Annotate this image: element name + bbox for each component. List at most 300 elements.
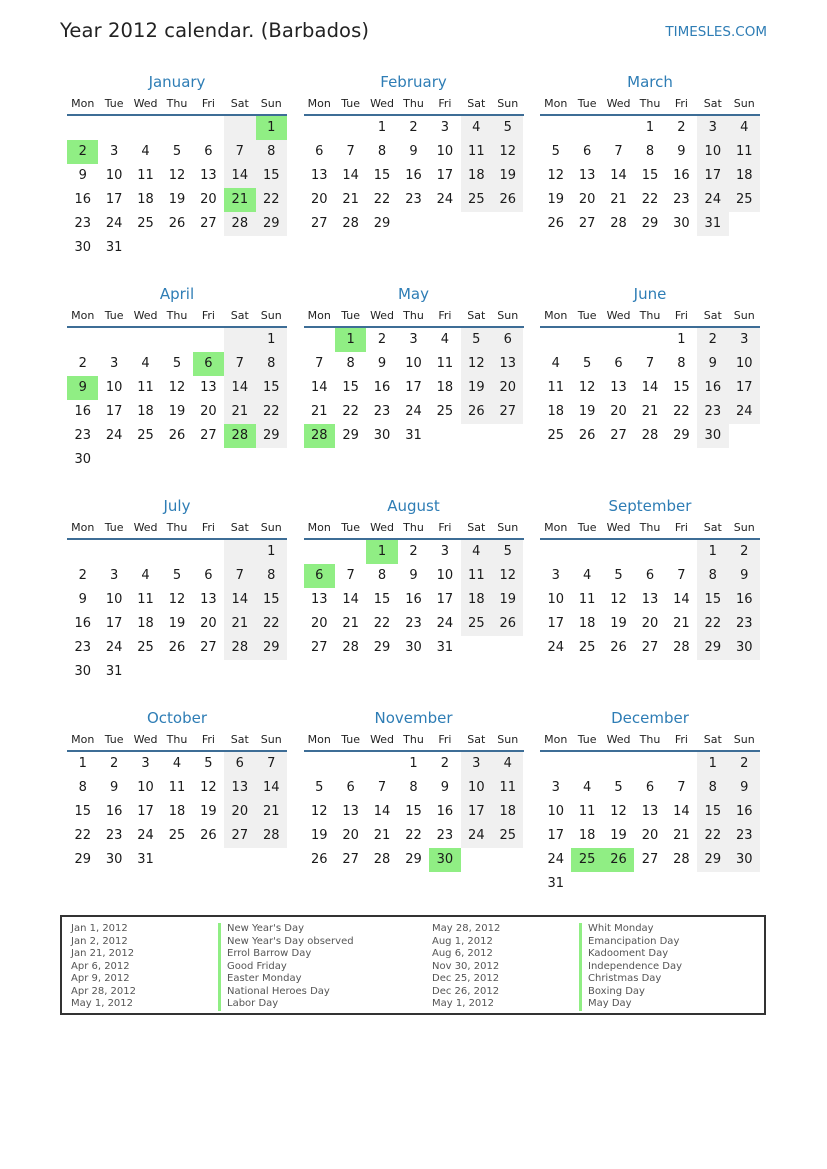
empty-day-cell — [461, 848, 492, 872]
day-grid — [540, 116, 760, 236]
empty-day-cell — [634, 540, 665, 564]
day-cell: 23 — [405, 192, 422, 207]
day-grid — [67, 752, 287, 872]
weekday-label: Mon — [544, 97, 568, 110]
day-cell: 30 — [697, 424, 728, 448]
day-cell: 30 — [74, 664, 91, 679]
month-february — [304, 70, 524, 250]
day-grid — [540, 328, 760, 448]
weekday-label: Mon — [544, 733, 568, 746]
empty-day-cell — [224, 116, 255, 140]
day-cell: 3 — [440, 544, 450, 559]
day-cell: 1 — [409, 756, 418, 771]
day-cell: 10 — [105, 592, 123, 607]
day-cell: 19 — [168, 404, 186, 419]
day-cell: 30 — [105, 852, 123, 867]
day-cell: 20 — [200, 616, 217, 631]
legend-holiday-name: Good Friday — [227, 960, 287, 972]
day-cell: 21 — [224, 400, 255, 424]
months-grid — [67, 70, 760, 891]
day-cell: 14 — [224, 588, 255, 612]
empty-day-cell — [161, 448, 192, 472]
day-cell: 7 — [346, 144, 355, 159]
day-cell: 9 — [67, 376, 98, 400]
day-cell: 5 — [172, 568, 182, 583]
day-cell: 2 — [729, 540, 760, 564]
weekday-label: Thu — [639, 521, 661, 534]
day-cell: 3 — [141, 756, 150, 771]
day-cell: 17 — [105, 404, 123, 419]
day-cell: 10 — [547, 592, 564, 607]
weekday-label: Tue — [341, 733, 361, 746]
empty-day-cell — [729, 424, 760, 448]
month-name: November — [374, 709, 453, 727]
day-cell: 15 — [256, 376, 287, 400]
day-cell: 15 — [342, 380, 359, 395]
empty-day-cell — [603, 872, 634, 896]
empty-day-cell — [729, 212, 760, 236]
day-cell: 21 — [256, 800, 287, 824]
legend-holiday-name: National Heroes Day — [227, 985, 330, 997]
weekday-label: Sun — [733, 733, 755, 746]
legend-date: Apr 28, 2012 — [71, 985, 137, 997]
empty-day-cell — [161, 660, 192, 684]
empty-day-cell — [193, 660, 224, 684]
day-cell: 2 — [729, 752, 760, 776]
weekday-label: Sat — [467, 309, 486, 322]
weekday-label: Sun — [733, 309, 755, 322]
day-cell: 15 — [256, 164, 287, 188]
empty-day-cell — [571, 752, 602, 776]
day-cell: 3 — [440, 120, 450, 135]
month-name: February — [380, 73, 447, 91]
day-cell: 2 — [677, 120, 686, 135]
empty-day-cell — [256, 236, 287, 260]
empty-day-cell — [193, 328, 224, 352]
day-cell: 4 — [582, 780, 592, 795]
day-cell: 24 — [436, 192, 454, 207]
day-cell: 4 — [141, 144, 150, 159]
month-january — [67, 70, 287, 255]
weekday-label: Tue — [341, 521, 361, 534]
day-cell: 18 — [436, 380, 454, 395]
day-cell: 11 — [461, 140, 492, 164]
day-cell: 31 — [697, 212, 728, 236]
day-cell: 27 — [641, 852, 659, 867]
month-october — [67, 706, 287, 886]
day-cell: 30 — [373, 428, 391, 443]
empty-day-cell — [256, 448, 287, 472]
day-cell: 23 — [74, 428, 91, 443]
empty-day-cell — [193, 848, 224, 872]
day-cell: 28 — [342, 640, 359, 655]
day-cell: 14 — [310, 380, 328, 395]
empty-day-cell — [193, 540, 224, 564]
day-cell: 2 — [109, 756, 119, 771]
empty-day-cell — [429, 212, 460, 236]
day-cell: 4 — [461, 540, 492, 564]
day-cell: 12 — [310, 804, 328, 819]
day-cell: 4 — [461, 116, 492, 140]
empty-day-cell — [161, 540, 192, 564]
day-cell: 29 — [342, 428, 359, 443]
day-cell: 2 — [697, 328, 728, 352]
empty-day-cell — [634, 752, 665, 776]
empty-day-cell — [256, 848, 287, 872]
weekday-label: Tue — [577, 309, 597, 322]
day-cell: 9 — [377, 356, 387, 371]
weekday-header — [67, 518, 287, 540]
day-grid — [304, 116, 524, 236]
day-cell: 6 — [204, 568, 213, 583]
day-cell: 22 — [373, 192, 391, 207]
day-cell: 16 — [697, 376, 728, 400]
day-cell: 24 — [729, 400, 760, 424]
weekday-label: Wed — [606, 309, 631, 322]
day-cell: 30 — [74, 452, 91, 467]
day-cell: 12 — [578, 380, 596, 395]
day-cell: 4 — [729, 116, 760, 140]
empty-day-cell — [335, 540, 366, 564]
legend-holiday-name: Errol Barrow Day — [227, 948, 312, 959]
day-cell: 28 — [304, 424, 335, 448]
day-cell: 28 — [641, 428, 659, 443]
day-cell: 4 — [440, 332, 450, 347]
day-cell: 12 — [547, 168, 564, 183]
day-cell: 26 — [168, 640, 186, 655]
day-cell: 21 — [342, 192, 359, 207]
day-cell: 26 — [492, 188, 523, 212]
day-cell: 14 — [342, 168, 359, 183]
day-cell: 11 — [578, 804, 596, 819]
day-cell: 29 — [256, 212, 287, 236]
day-cell: 17 — [729, 376, 760, 400]
weekday-label: Fri — [201, 521, 215, 534]
weekday-label: Sun — [497, 733, 519, 746]
day-cell: 17 — [105, 616, 123, 631]
day-cell: 7 — [224, 352, 255, 376]
day-cell: 11 — [578, 592, 596, 607]
day-grid — [540, 752, 760, 896]
weekday-label: Thu — [403, 97, 424, 110]
day-cell: 4 — [492, 752, 523, 776]
weekday-label: Fri — [438, 733, 452, 746]
day-cell: 5 — [492, 116, 523, 140]
day-cell: 28 — [342, 216, 359, 231]
legend-date: Aug 1, 2012 — [432, 935, 493, 947]
day-cell: 12 — [461, 352, 492, 376]
day-cell: 13 — [224, 776, 255, 800]
day-cell: 27 — [200, 428, 217, 443]
day-cell: 8 — [677, 356, 686, 371]
day-cell: 10 — [461, 776, 492, 800]
day-cell: 7 — [677, 568, 686, 583]
legend-date: Apr 6, 2012 — [71, 960, 130, 972]
day-cell: 5 — [315, 780, 324, 795]
weekday-label: Sat — [230, 521, 249, 534]
month-name: May — [397, 285, 429, 303]
day-cell: 10 — [697, 140, 728, 164]
legend-holiday-name: New Year's Day observed — [227, 935, 354, 947]
day-cell: 13 — [641, 804, 659, 819]
month-name: June — [633, 285, 667, 303]
month-november — [304, 706, 524, 886]
weekday-label: Mon — [307, 309, 331, 322]
day-cell: 19 — [168, 192, 186, 207]
day-cell: 29 — [373, 640, 391, 655]
empty-day-cell — [571, 540, 602, 564]
day-cell: 13 — [310, 168, 328, 183]
day-cell: 16 — [405, 168, 422, 183]
empty-day-cell — [224, 540, 255, 564]
legend-right-names — [579, 923, 682, 1011]
day-cell: 11 — [729, 140, 760, 164]
weekday-label: Wed — [370, 733, 395, 746]
empty-day-cell — [161, 848, 192, 872]
day-cell: 10 — [405, 356, 422, 371]
day-cell: 17 — [436, 168, 454, 183]
day-cell: 26 — [492, 612, 523, 636]
legend-left-dates — [71, 923, 136, 1011]
day-cell: 2 — [440, 756, 450, 771]
empty-day-cell — [193, 448, 224, 472]
day-cell: 16 — [405, 592, 422, 607]
day-cell: 5 — [204, 756, 213, 771]
day-cell: 22 — [673, 404, 690, 419]
day-grid — [67, 116, 287, 260]
day-cell: 31 — [105, 240, 123, 255]
day-cell: 15 — [256, 588, 287, 612]
weekday-label: Thu — [639, 733, 661, 746]
day-cell: 18 — [492, 800, 523, 824]
weekday-label: Fri — [438, 521, 452, 534]
empty-day-cell — [224, 328, 255, 352]
legend-date: Apr 9, 2012 — [71, 973, 130, 984]
month-name: April — [159, 285, 195, 303]
empty-day-cell — [492, 636, 523, 660]
day-cell: 22 — [256, 188, 287, 212]
empty-day-cell — [571, 116, 602, 140]
day-grid — [67, 328, 287, 472]
empty-day-cell — [540, 116, 571, 140]
weekday-header — [304, 306, 524, 328]
day-cell: 21 — [673, 828, 690, 843]
day-grid — [304, 752, 524, 872]
weekday-label: Tue — [104, 733, 124, 746]
day-cell: 9 — [409, 144, 418, 159]
day-cell: 29 — [373, 216, 391, 231]
day-cell: 12 — [168, 168, 186, 183]
empty-day-cell — [603, 116, 634, 140]
day-cell: 3 — [109, 568, 119, 583]
weekday-label: Mon — [544, 521, 568, 534]
empty-day-cell — [461, 424, 492, 448]
weekday-label: Sun — [497, 309, 519, 322]
day-cell: 12 — [610, 592, 627, 607]
day-cell: 27 — [224, 824, 255, 848]
day-cell: 18 — [137, 192, 154, 207]
day-cell: 18 — [578, 828, 596, 843]
day-cell: 27 — [641, 640, 659, 655]
day-cell: 20 — [200, 404, 217, 419]
day-cell: 28 — [373, 852, 391, 867]
day-cell: 15 — [697, 800, 728, 824]
weekday-label: Tue — [577, 733, 597, 746]
empty-day-cell — [366, 752, 397, 776]
day-cell: 18 — [547, 404, 564, 419]
empty-day-cell — [634, 328, 665, 352]
day-cell: 20 — [641, 828, 659, 843]
day-cell: 1 — [256, 328, 287, 352]
empty-day-cell — [98, 540, 129, 564]
day-cell: 6 — [304, 564, 335, 588]
weekday-label: Fri — [201, 733, 215, 746]
weekday-label: Sun — [260, 521, 282, 534]
day-cell: 14 — [641, 380, 659, 395]
day-cell: 18 — [729, 164, 760, 188]
day-cell: 29 — [641, 216, 659, 231]
empty-day-cell — [67, 328, 98, 352]
page-title: Year 2012 calendar. (Barbados) — [60, 19, 370, 42]
day-cell: 8 — [377, 144, 387, 159]
day-cell: 4 — [141, 356, 150, 371]
day-cell: 26 — [603, 848, 634, 872]
day-cell: 21 — [610, 192, 627, 207]
month-august — [304, 494, 524, 674]
weekday-label: Sat — [703, 309, 722, 322]
day-cell: 18 — [168, 804, 186, 819]
empty-day-cell — [492, 424, 523, 448]
weekday-label: Mon — [544, 309, 568, 322]
day-cell: 25 — [168, 828, 186, 843]
legend-right-dates — [432, 923, 500, 1011]
day-cell: 10 — [105, 380, 123, 395]
legend-holiday-name: Easter Monday — [227, 973, 302, 984]
day-cell: 4 — [141, 568, 150, 583]
day-cell: 15 — [673, 380, 690, 395]
empty-day-cell — [130, 448, 161, 472]
day-cell: 15 — [373, 168, 391, 183]
empty-day-cell — [98, 328, 129, 352]
day-cell: 21 — [310, 404, 328, 419]
day-cell: 14 — [673, 592, 690, 607]
day-cell: 2 — [67, 140, 98, 164]
weekday-label: Fri — [674, 97, 688, 110]
day-cell: 14 — [342, 592, 359, 607]
day-cell: 25 — [137, 428, 154, 443]
empty-day-cell — [540, 328, 571, 352]
day-cell: 29 — [405, 852, 422, 867]
month-name: August — [387, 497, 440, 515]
day-cell: 13 — [492, 352, 523, 376]
day-cell: 21 — [641, 404, 659, 419]
day-cell: 11 — [461, 564, 492, 588]
day-cell: 20 — [342, 828, 359, 843]
day-cell: 20 — [641, 616, 659, 631]
weekday-label: Thu — [639, 309, 661, 322]
day-cell: 29 — [74, 852, 91, 867]
day-cell: 10 — [436, 568, 454, 583]
day-cell: 5 — [492, 540, 523, 564]
day-cell: 11 — [137, 592, 154, 607]
weekday-header — [67, 94, 287, 116]
day-cell: 15 — [373, 592, 391, 607]
weekday-label: Fri — [201, 309, 215, 322]
empty-day-cell — [98, 116, 129, 140]
day-cell: 9 — [78, 168, 87, 183]
weekday-header — [304, 730, 524, 752]
empty-day-cell — [130, 660, 161, 684]
weekday-label: Mon — [307, 521, 331, 534]
day-cell: 18 — [578, 616, 596, 631]
day-cell: 12 — [492, 140, 523, 164]
day-cell: 11 — [137, 168, 154, 183]
legend-holiday-name: Kadooment Day — [588, 948, 669, 959]
day-cell: 3 — [109, 144, 119, 159]
day-cell: 6 — [204, 144, 213, 159]
day-cell: 13 — [200, 168, 217, 183]
day-cell: 9 — [409, 568, 418, 583]
day-cell: 4 — [582, 568, 592, 583]
day-cell: 25 — [547, 428, 564, 443]
weekday-label: Fri — [674, 309, 688, 322]
day-cell: 29 — [256, 424, 287, 448]
weekday-header — [540, 306, 760, 328]
day-cell: 1 — [697, 752, 728, 776]
day-cell: 6 — [193, 352, 224, 376]
empty-day-cell — [304, 328, 335, 352]
day-cell: 31 — [137, 852, 154, 867]
day-grid — [540, 540, 760, 660]
day-cell: 20 — [578, 192, 596, 207]
day-cell: 3 — [729, 328, 760, 352]
month-name: March — [627, 73, 673, 91]
day-cell: 24 — [697, 188, 728, 212]
day-cell: 8 — [346, 356, 355, 371]
day-cell: 1 — [335, 328, 366, 352]
day-cell: 27 — [610, 428, 627, 443]
day-cell: 16 — [105, 804, 123, 819]
month-june — [540, 282, 760, 462]
day-cell: 7 — [315, 356, 324, 371]
day-cell: 1 — [645, 120, 655, 135]
day-cell: 11 — [137, 380, 154, 395]
day-cell: 9 — [440, 780, 450, 795]
day-cell: 5 — [172, 356, 182, 371]
day-cell: 9 — [729, 564, 760, 588]
legend-date: Dec 26, 2012 — [432, 985, 500, 997]
weekday-label: Thu — [166, 97, 188, 110]
day-cell: 6 — [492, 328, 523, 352]
day-cell: 25 — [492, 824, 523, 848]
day-cell: 31 — [405, 428, 422, 443]
day-cell: 7 — [256, 752, 287, 776]
weekday-header — [304, 518, 524, 540]
day-cell: 3 — [697, 116, 728, 140]
weekday-label: Thu — [166, 733, 188, 746]
day-cell: 24 — [547, 852, 564, 867]
day-cell: 28 — [224, 636, 255, 660]
weekday-label: Sun — [260, 733, 282, 746]
legend-date: May 28, 2012 — [432, 923, 501, 934]
day-cell: 15 — [74, 804, 91, 819]
weekday-label: Sat — [703, 97, 722, 110]
day-cell: 5 — [582, 356, 592, 371]
empty-day-cell — [603, 328, 634, 352]
day-cell: 7 — [224, 140, 255, 164]
legend-holiday-name: Whit Monday — [588, 923, 654, 934]
site-link[interactable]: TIMESLES.COM — [665, 24, 767, 40]
